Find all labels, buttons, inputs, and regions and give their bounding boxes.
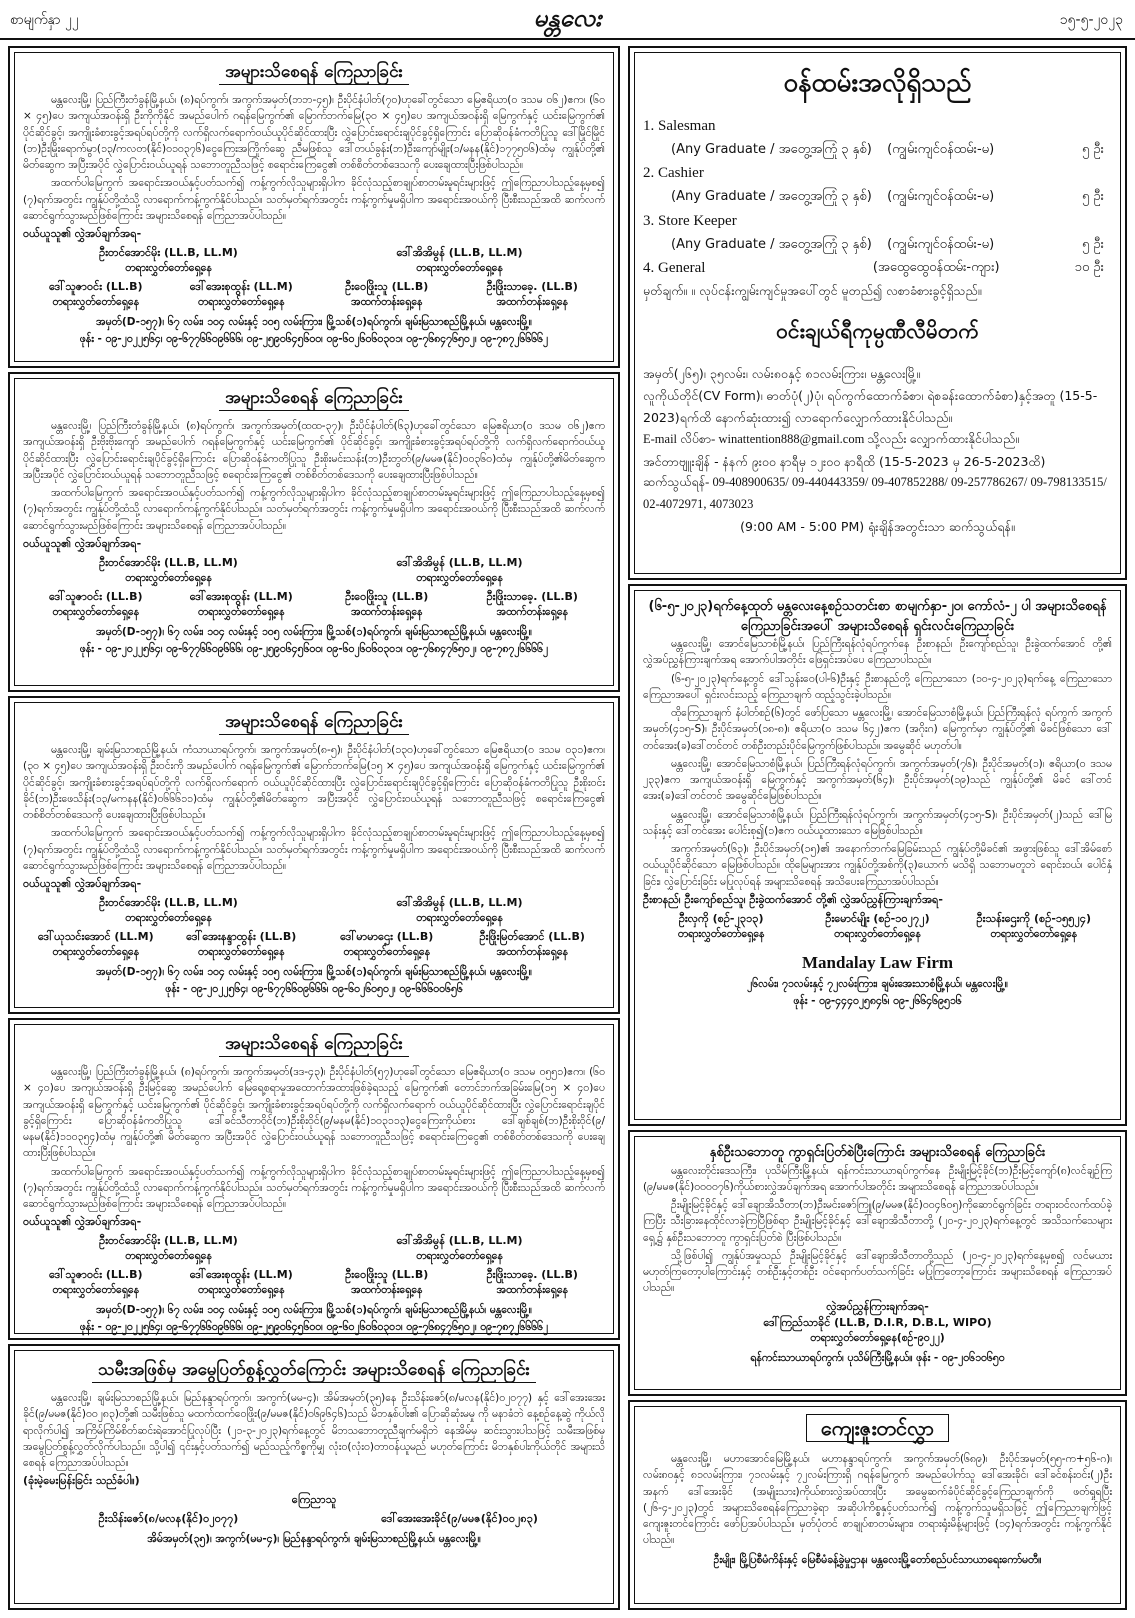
lawyer-row bbox=[643, 912, 1112, 943]
notice-paragraph: ဦးမျိုးမြင့်ခိုင်နှင့် ဒေါ်ချောအိသီတာ(ဘ)ဦးမင်းဇော်ကြူ(၉/မမဇ(နိုင်)၀၀၄၆၀၅)ကိုဆောင်ရွက်ခြင်း တရားဝင်လက်ထပ်ခဲ့ကြပြီး သီးခြားနေထိုင်လာခဲ့ကြပြီဖြစ်ရာ ဦးမျိုးမြင့်ခိုင်နှင့် ဒေါ်ချောအိသီတာတို့ (၂၀-၄-၂၀၂၃)ရက်နေ့တွင် အသိသက်သေများရှေ့၌ နှစ်ဦးသဘောတူ ကွာရှင်းပြတ်စဲ ပြီးဖြစ်ပါသည်။ bbox=[643, 1199, 1112, 1244]
notice-paragraph: မန္တလေးမြို့၊ ပြည်ကြီးတံခွန်မြို့နယ်၊ (၈)ရပ်ကွက်၊ အကွက်အမှတ်(ဒဒ-၄၃)၊ ဦးပိုင်နံပါတ်(၅၇)ဟုခေါ်တွင်သော မြေဧရိယာ(၀ ဒသမ ၀၅၅၁)ဧက၊ (၆၀ × ၄၀)ပေ အကျယ်အဝန်းရှိ ဦးမြင့်ဆွေ အမည်ပေါက် မြေရေ့စရာမှုအထောက်အထားဖြစ်ခဲ့ရသည့် မြေကွက်၏ တောင်ဘက်အခြမ်းမြေ(၁၅ × ၄၀)ပေ အကျယ်အဝန်းရှိ မြေကွက်နှင့် ယင်းမြေကွက်၏ ပိုင်ဆိုင်ခွင့်၊ အကျိုးခံစားခွင့်အရပ်ရပ်တို့ကို လက်ရှိလက်ရောက် ဝယ်ယူပိုင်ဆိုင်ထားပြီး လွှဲပြောင်းရောင်းချပိုင်ခွင့်ရှိကြောင်း ပြောဆိုဝန်ခံကတိပြုသူ ဒေါ်ခင်သီတာဝိုင်(ဘ)ဦးစိုးဝိုင်(၉/မနမ(နိုင်)၁၀၃၁၁၃)ငွေကြေးကိုယ်စား ဒေါ်ချစ်ချစ်(ဘ)ဦးစိုးဝိုင်(၉/မနမ(နိုင်)၁၁၀၃၅၄)ထံမှ ကျွန်ုပ်တို့၏ မိတ်ဆွေက အပြီးအပိုင် လွှဲပြောင်းဝယ်ယူရန် သဘောတူညီသဖြင့် စရောင်းကြေငွေ၏ တစ်စိတ်တစ်ဒေသကို ပေးချေထားပြီးဖြစ်ပါသည်။ bbox=[23, 1066, 605, 1160]
phone-numbers: ဖုန်း - ၀၉-၄၄၄၀၂၅၈၄၆၊ ၀၉-၂၆၆၄၆၉၅၁၆ bbox=[793, 994, 962, 1007]
notice-3 bbox=[8, 696, 620, 1014]
notice-4 bbox=[8, 1018, 620, 1340]
lawyer-role: တရားလွှတ်တော်ရှေ့နေ(စဉ်-၉၀၂၂) bbox=[810, 1331, 945, 1344]
lawyer bbox=[314, 1234, 605, 1265]
position-details bbox=[643, 138, 1112, 161]
announcer-row bbox=[23, 1512, 605, 1528]
thanks-notice bbox=[628, 1400, 1127, 1610]
lawyer-row bbox=[23, 246, 605, 277]
lawyer-row bbox=[23, 590, 605, 621]
lawyer-role: တရားလွှတ်တော်ရှေ့နေ bbox=[197, 946, 285, 959]
divorce-notice bbox=[628, 1130, 1127, 1396]
interview-time: အင်တာဗျူးချိန် - နံနက် ၉း၀၀ နာရီမှ ၁၂း၀၀ နာရီထိ (15-5-2023 မှ 26-5-2023ထိ) bbox=[643, 453, 1046, 469]
application-info: လူကိုယ်တိုင်(CV Form)၊ ဓာတ်ပုံ(၂)ပုံ၊ ရပ်ကွက်ထောက်ခံစာ၊ ရဲစခန်းထောက်ခံစာ)နှင့်အတူ (15-5-2023)ရက်ထိ နောက်ဆုံးထား၍ လာရောက်လျှောက်ထားနိုင်ပါသည်။ bbox=[643, 387, 1098, 425]
office-address: ၂၆လမ်း၊ ၇၁လမ်းနှင့် ၇၂လမ်းကြား၊ ချမ်းအေးသာစံမြို့နယ်၊ မန္တလေးမြို့။ bbox=[747, 977, 1008, 990]
position-count: ၅ ဦး bbox=[1082, 236, 1104, 252]
office-address: အမှတ်(D-၁၅၇)၊ ၆၇ လမ်း၊ ၁၀၄ လမ်းနှင့် ၁၀၅ လမ်းကြား၊ မြို့သစ်(၁)ရပ်ကွက်၊ ချမ်းမြသာစည်မြို့နယ်၊ မန္တလေးမြို့။ bbox=[96, 1304, 532, 1317]
lawyer-name: ဒေါ်သူဇာဝင်း (LL.B) bbox=[49, 589, 143, 603]
notice-paragraph: (၆-၅-၂၀၂၃)ရက်နေ့တွင် ဒေါ်သွန်း၀ေ(ပါ-၆)ဦးနှင့် ဦးစာနည်တို့ ကြေညာသော (၁၀-၄-၂၀၂၃)ရက်နေ့ ကြေညာသော ကြေညာအပေါ် ရှင်းလင်းသည့် ကြေညာချက် ထည့်သွင်းခဲ့ပါသည်။ bbox=[643, 672, 1112, 701]
notice-title: အများသိစေရန် ကြေညာခြင်း bbox=[219, 62, 409, 85]
phone-numbers: ဖုန်း - ၀၉-၂၀၂၂၅၆၄၊ ၀၉-၆၇၇၆၆၀၉၆၆၆၊ ၀၉-၂၅၉၀၆၄၅၆၀၀၊ ၀၉-၆၀၂၆၀၆၀၃၀၁၊ ၀၉-၇၆၈၄၇၆၅၀၂၊ ၀၉-၇၈၇၂၆၆၆၆၂ bbox=[79, 333, 549, 346]
notice-title: အများသိစေရန် ကြေညာခြင်း bbox=[219, 712, 409, 735]
lawyer-name: ဒေါ်ယုသင်းအောင် (LL.M) bbox=[37, 930, 154, 944]
position-experience: (ကျွမ်းကျင်ဝန်ထမ်း-မ) bbox=[887, 142, 995, 157]
contact-phones: ဆက်သွယ်ရန်- 09-408900635/ 09-440443359/ 09-407852288/ 09-257786267/ 09-798133515/ 02-4072971, 4073023 bbox=[643, 475, 1107, 512]
lawyer bbox=[460, 1268, 606, 1299]
notice-paragraph: မန္တလေးမြို့၊ ပြည်ကြီးတံခွန်မြို့နယ်၊ (၈)ရပ်ကွက်၊ အကွက်အမှတ်(ဘဘ-၄၅)၊ ဦးပိုင်နံပါတ်(၇၀)ဟုခေါ်တွင်သော မြေဧရိယာ(၀ ဒသမ ၀၆၂)ဧက၊ (၆၀ × ၄၅)ပေ အကျယ်အဝန်းရှိ ဦးကိုကိုနိုင် အမည်ပေါက် ဂရန်မြေကွက်၏ မြောက်ဘက်မြေ(၃၀ × ၄၅)ပေ အကျယ်အဝန်းရှိ မြေကွက်နှင့် ယင်းမြေကွက်၏ ပိုင်ဆိုင်ခွင့်၊ အကျိုးခံစားခွင့်အရပ်ရပ်တို့ကို လက်ရှိလက်ရောက်ဝယ်ယူပိုင်ဆိုင်ထားပြီး လွှဲပြောင်းရောင်းချပိုင်ခွင့်ရှိကြောင်း ပြောဆိုဝန်ခံကတိပြုသူ ဒေါ်မြိုင်မြိုင် (ဘ)ဦးမြိုးရောက်မွာ(၁၃/ကလတ(နိုင်)၀၁၀၃၇၆)ငွေကြေးအကြိုက်ဆွေ ညီမဖြစ်သူ ဒေါ်တယ်ခွန်း(ဘ)ဦးကျော်မျိုး(၁/မနန(နိုင်)၁၇၇၅၀၆)ထံမှ ကျွန်ုပ်တို့၏ မိတ်ဆွေက အပြီးအပိုင် လွှဲပြောင်းဝယ်ယူရန် သဘောတူညီသဖြင့် စရောင်းကြေငွေ၏ တစ်စိတ်တစ်ဒေသကို ပေးချေထားပြီးဖြစ်ပါသည်။ bbox=[23, 94, 605, 172]
notice-1 bbox=[8, 46, 620, 368]
lawyer-role: တရားလွှတ်တော်ရှေ့နေ bbox=[197, 296, 285, 309]
lawyer-role: အထက်တန်းရှေ့နေ bbox=[351, 296, 423, 309]
lawyer-name: ဦးဝေဖြိုးသူ (LL.B) bbox=[345, 589, 429, 603]
lawyer-name: ဒေါ်အိအိမွန် (LL.B, LL.M) bbox=[396, 1234, 523, 1248]
announcer-label: ကြေညာသူ bbox=[291, 1493, 337, 1507]
notice-paragraph: မန္တလေးမြို့၊ အောင်မြေသာစံမြို့နယ်၊ ပြည်ကြီးရန်လုံရပ်ကွက်၊ အကွက်အမှတ်(၄၁၅-S)၊ ဦးပိုင်အမှတ်(၂)သည် ဒေါ်မြသန်းနှင့် ဒေါ်တင်အေး ပေါင်းစု၍(၁)ဧက ဝယ်ယူထားသော မြေဖြစ်ပါသည်။ bbox=[643, 808, 1112, 837]
lawyer bbox=[799, 912, 955, 943]
lawyer bbox=[23, 896, 314, 927]
lawyer-role: တရားလွှတ်တော်ရှေ့နေ bbox=[52, 1284, 140, 1297]
position-details bbox=[643, 185, 1112, 208]
lawyer-role: အထက်တန်းရှေ့နေ bbox=[496, 296, 568, 309]
notice-paragraph: အထက်ပါမြေကွက် အရောင်းအဝယ်နှင့်ပတ်သက်၍ ကန့်ကွက်လိုသူများရှိပါက ခိုင်လုံသည့်စာချုပ်စာတမ်းမူရင်းများဖြင့် ဤကြေညာပါသည့်နေ့မှစ၍ (၇)ရက်အတွင်း ကျွန်ုပ်တို့ထံသို့ လာရောက်ကန့်ကွက်နိုင်ပါသည်။ သတ်မှတ်ရက်အတွင်း ကန့်ကွက်မှုမရှိပါက အရောင်းအဝယ်ကို ပြီးစီးသည်အထိ ဆက်လက်ဆောင်ရွက်သွားမည်ဖြစ်ကြောင်း အများသိစေရန် ကြေညာအပ်ပါသည်။ bbox=[23, 827, 605, 872]
lawyer-name: ဦးဖြိုးသာခေ့. (LL.B) bbox=[486, 1268, 578, 1282]
issue-date: ၁၅-၅-၂၀၂၃ bbox=[1059, 12, 1123, 28]
notice-paragraph: မန္တလေးမြို့၊ မဟာအောင်မြေမြို့နယ်၊ မဟာနန္ဒာရပ်ကွက်၊ အကွက်အမှတ်(၆၈၉)၊ ဦးပိုင်အမှတ်(၅၅-က+၅၆-ဂ)၊ လမ်း၈၀နှင့် ၈၁လမ်းကြား၊ ၇၁လမ်းနှင့် ၇၂လမ်းကြားရှိ ဂရန်မြေကွက် အမည်ပေါက်သူ ဒေါ်အေးခိုင်၊ ဒေါ်ခင်စန်းဝင်း(၂)ဦးအနက် ဒေါ်အေးခိုင် (အမျိုးသား)ကိုယ်စားလွှဲအပ်ထားပြီး အမွေဆက်ခံပိုင်ဆိုင်ခွင့်ကြေညာချက်ကို ဖတ်ရှုရပြီး (၂၆-၄-၂၀၂၃)တွင် အများသိစေရန်ကြေညာခဲ့ရာ အဆိုပါကိစ္စနှင့်ပတ်သက်၍ ကန့်ကွက်သူမရှိသဖြင့် ဤကြေညာချက်ဖြင့် ကျေးဇူးတင်ကြောင်း ဖော်ပြအပ်ပါသည်။ မှတ်ပုံတင် စာချုပ်စာတမ်းများ၊ တရားရုံးမိန့်များဖြင့် (၁၄)ရက်အတွင်း ကန့်ကွက်နိုင်ပါသည်။ bbox=[643, 1453, 1112, 1547]
lawyer-row bbox=[23, 1234, 605, 1265]
lawyer-role: တရားလွှတ်တော်ရှေ့နေ bbox=[125, 571, 212, 584]
lawyer-name: ဦးလှကို (စဉ်-၂၃၁၃) bbox=[678, 911, 764, 925]
position-count: ၅ ဦး bbox=[1082, 142, 1104, 157]
position-experience: (ကျွမ်းကျင်ဝန်ထမ်း-မ) bbox=[887, 189, 995, 205]
lawyer-role: တရားလွှတ်တော်ရှေ့နေ bbox=[52, 946, 140, 959]
office-address: အမှတ်(D-၁၅၇)၊ ၆၇ လမ်း၊ ၁၀၄ လမ်းနှင့် ၁၀၅ လမ်းကြား၊ မြို့သစ်(၁)ရပ်ကွက်၊ ချမ်းမြသာစည်မြို့နယ်၊ မန္တလေးမြို့။ bbox=[96, 625, 532, 638]
lawyer-name: ဒေါ်ကြည်သာခိုင် (LL.B, D.I.R, D.B.L, WIPO) bbox=[763, 1315, 992, 1329]
lawyer bbox=[314, 590, 460, 621]
lawyer-role: တရားလွှတ်တော်ရှေ့နေ bbox=[416, 912, 503, 925]
law-firm-name: Mandalay Law Firm bbox=[801, 952, 954, 972]
position-label: 3. Store Keeper bbox=[643, 212, 737, 229]
position-experience: (အထွေထွေဝန်ထမ်း-ကျား) bbox=[872, 260, 1000, 276]
lawyer-name: ဦးဖြိုးသာခေ့. (LL.B) bbox=[486, 589, 578, 603]
clarification-notice bbox=[628, 584, 1127, 1126]
notice-paragraph: အထက်ပါမြေကွက် အရောင်းအဝယ်နှင့်ပတ်သက်၍ ကန့်ကွက်လိုသူများရှိပါက ခိုင်လုံသည့်စာချုပ်စာတမ်းမူရင်းများဖြင့် ဤကြေညာပါသည့်နေ့မှစ၍ (၇)ရက်အတွင်း ကျွန်ုပ်တို့ထံသို့ လာရောက်ကန့်ကွက်နိုင်ပါသည်။ သတ်မှတ်ရက်အတွင်း ကန့်ကွက်မှုမရှိပါက အရောင်းအဝယ်ကို ပြီးစီးသည်အထိ ဆက်လက်ဆောင်ရွက်သွားမည်ဖြစ်ကြောင်း အများသိစေရန် ကြေညာအပ်ပါသည်။ bbox=[23, 1165, 605, 1211]
announcer-name: ဦးသိန်းဇော်(၈/မလန(နိုင်)၀၂၀၇၇) bbox=[98, 1512, 239, 1526]
lawyer bbox=[314, 280, 460, 311]
lawyer-role: တရားလွှတ်တော်ရှေ့နေ bbox=[52, 296, 140, 309]
office-address: ရန်ကင်းသာယာရပ်ကွက်၊ ပုသိမ်ကြီးမြို့နယ်။ ဖုန်း - ၀၉-၂၀၆၁၀၆၅၀ bbox=[750, 1351, 1005, 1364]
lawyer-role: တရားလွှတ်တော်ရှေ့နေ bbox=[677, 927, 765, 940]
lawyer-role: အထက်တန်းရှေ့နေ bbox=[351, 1284, 423, 1297]
signoff-label: ဝယ်ယူသူ၏ လွှဲအပ်ချက်အရ- bbox=[23, 1215, 142, 1229]
lawyer bbox=[23, 280, 169, 311]
lawyer bbox=[23, 1268, 169, 1299]
job-ad bbox=[628, 46, 1127, 580]
lawyer-role: တရားလွှတ်တော်ရှေ့နေ bbox=[416, 1250, 503, 1263]
lawyer bbox=[23, 246, 314, 277]
lawyer-role: တရားလွှတ်တော်ရှေ့နေ bbox=[197, 1284, 285, 1297]
lawyer-role: အထက်တန်းရှေ့နေ bbox=[496, 946, 568, 959]
notice-paragraph: မန္တလေးမြို့၊ ပြည်ကြီးတံခွန်မြို့နယ်၊ (၈)ရပ်ကွက်၊ အကွက်အမှတ်(ထထ-၃၇)၊ ဦးပိုင်နံပါတ်(၆၃)ဟုခေါ်တွင်သော မြေဧရိယာ(၀ ဒသမ ၀၆၂)ဧက အကျယ်အဝန်းရှိ ဦးဗိုးဗိုးကျော် အမည်ပေါက် ဂရန်မြေကွက်နှင့် ယင်းမြေကွက်၏ ပိုင်ဆိုင်ခွင့်၊ အကျိုးခံစားခွင့်အရပ်ရပ်တို့ကို လက်ရှိလက်ရောက်ဝယ်ယူပိုင်ဆိုင်ထားပြီး လွှဲပြောင်းရောင်းချပိုင်ခွင့်ရှိကြောင်း ပြောဆိုဝန်ခံကတိပြုသူ ဦးစိုးမင်းသန်း(ဘ)ဦးတွတ်(၉/မမဇ(နိုင်)၀၀၃၆၀)ထံမှ ကျွန်ုပ်တို့၏မိတ်ဆွေက အပြီးအပိုင် လွှဲပြောင်းဝယ်ယူရန် သဘောတူညီသဖြင့် စရောင်းကြေငွေ၏ တစ်စိတ်တစ်ဒေသကို ပေးချေထားပြီးဖြစ်ပါသည်။ bbox=[23, 420, 605, 481]
lawyer-row bbox=[23, 930, 605, 961]
lawyer-name: ဒေါ်အေးစုထွန်း (LL.M) bbox=[189, 280, 293, 294]
lawyer-name: ဒေါ်အိအိမွန် (LL.B, LL.M) bbox=[396, 555, 523, 569]
notice-paragraph: မန္တလေးမြို့၊ ချမ်းမြသာစည်မြို့နယ်၊ ကံသာယာရပ်ကွက်၊ အကွက်အမှတ်(၈-၅)၊ ဦးပိုင်နံပါတ်(၁၃၀)ဟုခေါ်တွင်သော မြေဧရိယာ(၀ ဒသမ ၀၃၁)ဧက၊ (၃၀ × ၄၅)ပေ အကျယ်အဝန်းရှိ ဦးဝင်းကို အမည်ပေါက် ဂရန်မြေကွက်၏ မြောက်ဘက်မြေ(၁၅ × ၄၅)ပေ အကျယ်အဝန်းရှိ မြေကွက်နှင့် ယင်းမြေကွက်၏ ပိုင်ဆိုင်ခွင့်၊ အကျိုးခံစားခွင့်အရပ်ရပ်တို့ကို လက်ရှိလက်ရောက် ဝယ်ယူပိုင်ဆိုင်ထားပြီး လွှဲပြောင်းရောင်းချပိုင်ခွင့်ရှိကြောင်း ပြောဆိုဝန်ခံကတိပြုသူ ဦးစိုးဝင်းခိုင်(ဘ)ဦးဖေသိန်း(၁၃/မကနန(နိုင်)၀၆၆၆၁၁)ထံမှ ကျွန်ုပ်တို့၏မိတ်ဆွေက အပြီးအပိုင် လွှဲပြောင်းဝယ်ယူရန် သဘောတူညီသဖြင့် စရောင်းကြေငွေ၏ တစ်စိတ်တစ်ဒေသကို ပေးချေထားပြီးဖြစ်ပါသည်။ bbox=[23, 744, 605, 822]
notice-paragraph: အထက်ပါမြေကွက် အရောင်းအဝယ်နှင့်ပတ်သက်၍ ကန့်ကွက်လိုသူများရှိပါက ခိုင်လုံသည့်စာချုပ်စာတမ်းမူရင်းများဖြင့် ဤကြေညာပါသည့်နေ့မှစ၍ (၇)ရက်အတွင်း ကျွန်ုပ်တို့ထံသို့ လာရောက်ကန့်ကွက်နိုင်ပါသည်။ သတ်မှတ်ရက်အတွင်း ကန့်ကွက်မှုမရှိပါက အရောင်းအဝယ်ကို ပြီးစီးသည်အထိ ဆက်လက်ဆောင်ရွက်သွားမည်ဖြစ်ကြောင်း အများသိစေရန် ကြေညာအပ်ပါသည်။ bbox=[23, 487, 605, 532]
phone-numbers: ဖုန်း - ၀၉-၂၀၂၂၅၆၄၊ ၀၉-၆၇၇၆၆၀၉၆၆၆၊ ၀၉-၂၅၉၀၆၄၅၆၀၀၊ ၀၉-၆၀၂၆၀၆၀၃၀၁၊ ၀၉-၇၆၈၄၇၆၅၀၂၊ ၀၉-၇၈၇၂၆၆၆၆၂ bbox=[79, 642, 549, 655]
lawyer bbox=[314, 1268, 460, 1299]
lawyer bbox=[460, 590, 606, 621]
lawyer bbox=[169, 590, 315, 621]
position-qualification: (Any Graduate / အတွေ့အကြုံ ၃ နှစ်) bbox=[671, 142, 872, 157]
lawyer-role: တရားလွှတ်တော်ရှေ့နေ bbox=[52, 605, 140, 618]
lawyer-name: ဦးဝေဖြိုးသူ (LL.B) bbox=[345, 1268, 429, 1282]
notice-paragraph: မန္တလေးမြို့၊ ချမ်းမြသာစည်မြို့နယ်၊ မြည်နန္ဒာရပ်ကွက်၊ အကွက်(မမ-၄)၊ အိမ်အမှတ်(၃၅)နေ ဦးသိန်းဇော်(၈/မလန(နိုင်)၀၂၀၇၇) နှင့် ဒေါ်အေးအေးခိုင်(၉/မမဇ(နိုင်)၀၀၂၈၃)တို့၏ သမီးဖြစ်သူ မထက်ထက်ဝေဖြိုး(၉/မမဇ(နိုင်)၀၆၉၆၄၆)သည် မိဘနှစ်ပါး၏ ပြောဆိုဆုံးမမှု ကို မနာခံဘဲ နေ့စဉ်နေ့ဆွဲ ကိုယ်လိုရာလိုက်ပါ၍ အကြိမ်ကြိမ်စိတ်ဆင်းရဲအောင်ပြုလုပ်ပြီး (၂၁-၃-၂၀၂၃)ရက်နေ့တွင် မိဘသဘောတူညီချက်မရှိဘဲ နေအိမ်မှ ဆင်းသွားပါသဖြင့် သမီးအဖြစ်မှ အမွေပြတ်စွန့်လွှတ်လိုက်ပါသည်။ သို့ပါ၍ ၎င်းနှင့်ပတ်သက်၍ မည်သည့်ကိစ္စကိုမျှ လုံး၀(လုံး၀)တာဝန်ယူမည် မဟုတ်ကြောင်း မိဘနှစ်ပါးကိုယ်တိုင် အများသိစေရန် ကြေညာအပ်ပါသည်။ bbox=[23, 1392, 605, 1470]
position-details bbox=[643, 256, 1112, 280]
lawyer bbox=[23, 590, 169, 621]
position-qualification: (Any Graduate / အတွေ့အကြုံ ၃ နှစ်) bbox=[671, 236, 872, 252]
office-hours: (9:00 AM - 5:00 PM) ရုံးချိန်အတွင်းသာ ဆက်သွယ်ရန်။ bbox=[740, 519, 1015, 535]
lawyer bbox=[314, 556, 605, 587]
lawyer-row bbox=[23, 896, 605, 927]
announcer-address: အိမ်အမှတ်(၃၅)၊ အကွက်(မမ-၄)၊ မြည်နန္ဒာရပ်ကွက်၊ ချမ်းမြသာစည်မြို့နယ်၊ မန္တလေးမြို့။ bbox=[147, 1533, 481, 1546]
lawyer-role: တရားလွှတ်တော်ရှေ့နေ bbox=[125, 262, 212, 275]
lawyer-name: ဦးဖြိုးသာခေ့. (LL.B) bbox=[486, 280, 578, 294]
lawyer-role: အထက်တန်းရှေ့နေ bbox=[496, 605, 568, 618]
thanks-footer: ဦးမျိုး၊ မြို့ပြစီမံကိန်းနှင့် မြေစီမံခန့်ခွဲမှုဌာန၊ မန္တလေးမြို့တော်စည်ပင်သာယာရေးကော်မတီ။ bbox=[713, 1553, 1042, 1566]
notice-disinherit bbox=[8, 1344, 620, 1610]
position-count: ၁၀ ဦး bbox=[1074, 260, 1104, 276]
lawyer-role: တရားလွှတ်တော်ရှေ့နေ bbox=[343, 946, 431, 959]
job-ad-title: ဝန်ထမ်းအလိုရှိသည် bbox=[783, 68, 972, 98]
announcer-label-row bbox=[23, 1493, 605, 1509]
lawyer-name: ဦးတင်အောင်မိုး (LL.B, LL.M) bbox=[99, 246, 238, 260]
signoff-label: ဝယ်ယူသူ၏ လွှဲအပ်ချက်အရ- bbox=[23, 227, 142, 241]
position-label: 1. Salesman bbox=[643, 118, 716, 134]
lawyer-name: ဦးသန်းဌေးကို (စဉ်-၁၅၅၂၄) bbox=[976, 911, 1092, 925]
company-name: ဝင်းချယ်ရီကုမ္ပဏီလီမိတက် bbox=[776, 319, 979, 344]
lawyer-name: ဦးတင်အောင်မိုး (LL.B, LL.M) bbox=[99, 555, 238, 569]
email-info: E-mail လိပ်စာ- winattention888@gmail.com သို့လည်း လျှောက်ထားနိုင်ပါသည်။ bbox=[643, 431, 1019, 446]
position-label: 2. Cashier bbox=[643, 165, 704, 182]
lawyer-name: ဦးဖြိုးမြတ်အောင် (LL.B) bbox=[479, 930, 585, 944]
lawyer-role: တရားလွှတ်တော်ရှေ့နေ bbox=[990, 927, 1078, 940]
position-qualification: (Any Graduate / အတွေ့အကြုံ ၃ နှစ်) bbox=[671, 189, 872, 205]
notice-title: အများသိစေရန် ကြေညာခြင်း bbox=[219, 388, 409, 411]
lawyer-row bbox=[23, 556, 605, 587]
lawyer-role: တရားလွှတ်တော်ရှေ့နေ bbox=[834, 927, 921, 940]
notice-title: နှစ်ဦးသဘောတူ ကွာရှင်းပြတ်စဲပြီးကြောင်း အများသိစေရန် ကြေညာခြင်း bbox=[709, 1145, 1046, 1160]
notice-paragraph: မန္တလေးမြို့၊ အောင်မြေသာစံမြို့နယ်၊ ပြည်ကြီးရန်လုံရပ်ကွက်နေ ဦးစာနည်၊ ဦးကျော်စည်သူ၊ ဦးခွဲထက်အောင် တို့၏ လွှဲအပ်ညွှန်ကြားချက်အရ အောက်ပါအတိုင်း ဖြေရှင်းအပ်ပေ ကြေညာပါသည်။ bbox=[643, 638, 1112, 667]
announcer-name: ဒေါ်အေးအေးခိုင်(၉/မမဇ(နိုင်)၀၀၂၈၃) bbox=[381, 1512, 538, 1526]
notice-paragraph: အထက်ပါမြေကွက် အရောင်းအဝယ်နှင့်ပတ်သက်၍ ကန့်ကွက်လိုသူများရှိပါက ခိုင်လုံသည့်စာချုပ်စာတမ်းမူရင်းများဖြင့် ဤကြေညာပါသည့်နေ့မှစ၍ (၇)ရက်အတွင်း ကျွန်ုပ်တို့ထံသို့ လာရောက်ကန့်ကွက်နိုင်ပါသည်။ သတ်မှတ်ရက်အတွင်း ကန့်ကွက်မှုမရှိပါက အရောင်းအဝယ်ကို ပြီးစီးသည်အထိ ဆက်လက်ဆောင်ရွက်သွားမည်ဖြစ်ကြောင်း အများသိစေရန် ကြေညာအပ်ပါသည်။ bbox=[23, 177, 605, 222]
masthead bbox=[0, 0, 1135, 40]
lawyer-role: တရားလွှတ်တော်ရှေ့နေ bbox=[125, 1250, 212, 1263]
notice-title: အများသိစေရန် ကြေညာခြင်း bbox=[219, 1034, 409, 1057]
signoff-label: လွှဲအပ်ညွှန်ကြားချက်အရ- bbox=[826, 1299, 929, 1313]
lawyer-name: ဒေါ်အေးနန္ဒာထွန်း (LL.B) bbox=[186, 930, 297, 944]
lawyer-role: အထက်တန်းရှေ့နေ bbox=[351, 605, 423, 618]
lawyer-role: တရားလွှတ်တော်ရှေ့နေ bbox=[416, 571, 503, 584]
salary-note: မှတ်ချက်။ ။ လုပ်ငန်းကျွမ်းကျင်မှုအပေါ်တွင် မူတည်၍ လစာခံစားခွင့်ရှိသည်။ bbox=[643, 283, 982, 299]
lawyer bbox=[314, 930, 460, 961]
lawyer bbox=[169, 930, 315, 961]
notice-paragraph: ထိုကြေညာချက် နံပါတ်စဉ်(၆)တွင် ဖော်ပြသော မန္တလေးမြို့၊ အောင်မြေသာစံမြို့နယ်၊ ပြည်ကြီးရန်လုံ ရပ်ကွက် အကွက်အမှတ်(၄၁၅-S)၊ ဦးပိုင်အမှတ်(၁၈-၈)၊ ဧရိယာ(၀ ဒသမ ၆၄၂)ဧက (အဂိုးဂ) မြေကွက်မှာ ကျွန်ုပ်တို့၏ မိခင်ဖြစ်သော ဒေါ်တင်အေး(ခ)ဒေါ်တင်တင် တစ်ဦးတည်းပိုင်မြေကွက်ဖြစ်ပါသည်။ အမွေဆိုင် မဟုတ်ပါ။ bbox=[643, 707, 1112, 752]
notice-title: သမီးအဖြစ်မှ အမွေပြတ်စွန့်လွှတ်ကြောင်း အများသိစေရန် ကြေညာခြင်း bbox=[92, 1360, 536, 1383]
lawyer-name: ဦးတင်အောင်မိုး (LL.B, LL.M) bbox=[99, 896, 238, 910]
notice-paragraph: မန္တလေးတိုင်းဒေသကြီး၊ ပုသိမ်ကြီးမြို့နယ်၊ ရန်ကင်းသာယာရပ်ကွက်နေ ဦးမျိုးမြင့်ခိုင်(ဘ)ဦးမြင့်ကျော်(၈)လင်ချဉ်ကြ (၉/မမဇ(နိုင်)၀၀၀၀၇၆)ကိုယ်စားလွှဲအပ်ချက်အရ အောက်ပါအတိုင်း အများသိစေရန် ကြေညာအပ်ပါသည်။ bbox=[643, 1164, 1112, 1193]
lawyer-name: ဒေါ်သူဇာဝင်း (LL.B) bbox=[49, 1268, 143, 1282]
lawyer-name: ဒေါ်သူဇာဝင်း (LL.B) bbox=[49, 280, 143, 294]
lawyer-role: တရားလွှတ်တော်ရှေ့နေ bbox=[125, 912, 212, 925]
lawyer bbox=[23, 556, 314, 587]
phone-numbers: ဖုန်း - ၀၉-၂၀၂၂၅၆၄၊ ၀၉-၆၇၇၆၆၀၉၆၆၆၊ ၀၉-၆၀၂၆၀၅၀၂၊ ၀၉-၆၆၆၀၀၆၅၆ bbox=[165, 983, 463, 996]
lawyer-row bbox=[23, 280, 605, 311]
thanks-title: ကျေးဇူးတင်လွှာ bbox=[806, 1414, 949, 1442]
lawyer-name: ဦးတင်အောင်မိုး (LL.B, LL.M) bbox=[99, 1234, 238, 1248]
newspaper-logo: မန္တလေး bbox=[533, 3, 602, 32]
lawyer-name: ဒေါ်အိအိမွန် (LL.B, LL.M) bbox=[396, 246, 523, 260]
lawyer bbox=[956, 912, 1112, 943]
lawyer-name: ဒေါ်အိအိမွန် (LL.B, LL.M) bbox=[396, 896, 523, 910]
signoff-label: ဝယ်ယူသူ၏ လွှဲအပ်ချက်အရ- bbox=[23, 877, 142, 891]
notice-paragraph: သို့ဖြစ်ပါ၍ ကျွန်ုပ်အမှုသည် ဦးမျိုးမြင့်ခိုင်နှင့် ဒေါ်ချောအိသီတာတို့သည် (၂၀-၄-၂၀၂၃)ရက်နေ့မှစ၍ လင်မယား မဟုတ်ကြတော့ပါကြောင်းနှင့် တစ်ဦးနှင့်တစ်ဦး ဝင်ရောက်ပတ်သက်ခြင်း မပြုကြတော့ကြောင်း အများသိစေရန် ကြေညာအပ်ပါသည်။ bbox=[643, 1249, 1112, 1295]
lawyer bbox=[23, 1234, 314, 1265]
notice-paragraph: အကွက်အမှတ်(၆၃)၊ ဦးပိုင်အမှတ်(၁၅)၏ အနောက်ဘက်မြေခြမ်းသည် ကျွန်ုပ်တို့မိခင်၏ အဖွားဖြစ်သူ ဒေါ်အိမ်စော်ဝယ်ယူပိုင်ဆိုင်သော မြေဖြစ်ပါသည်။ ထိုမြေများအား ကျွန်ုပ်တို့အစ်ကို(၃)ယောက် မသိရှိ သဘောမတူဘဲ ရောင်းဝယ်၊ ပေါင်နှံခြင်း၊ လွှဲပြောင်းခြင်း မပြုလုပ်ရန် အများသိစေရန် အသိပေးကြေညာအပ်ပါသည်။ bbox=[643, 843, 1112, 888]
office-address: အမှတ်(D-၁၅၇)၊ ၆၇ လမ်း၊ ၁၀၄ လမ်းနှင့် ၁၀၅ လမ်းကြား၊ မြို့သစ်(၁)ရပ်ကွက်၊ ချမ်းမြသာစည်မြို့နယ်၊ မန္တလေးမြို့။ bbox=[96, 316, 532, 329]
position-details bbox=[643, 233, 1112, 256]
lawyer-name: ဦးဝေဖြိုးသူ (LL.B) bbox=[345, 280, 429, 294]
lawyer bbox=[169, 1268, 315, 1299]
signoff-label: ဝယ်ယူသူ၏ လွှဲအပ်ချက်အရ- bbox=[23, 536, 142, 550]
lawyer bbox=[314, 896, 605, 927]
lawyer-name: ဒေါ်အေးစုထွန်း (LL.M) bbox=[189, 1268, 293, 1282]
office-address: အမှတ်(D-၁၅၇)၊ ၆၇ လမ်း၊ ၁၀၄ လမ်းနှင့် ၁၀၅ လမ်းကြား၊ မြို့သစ်(၁)ရပ်ကွက်၊ ချမ်းမြသာစည်မြို့နယ်၊ မန္တလေးမြို့။ bbox=[96, 966, 532, 979]
lawyer bbox=[314, 246, 605, 277]
fee-note: (ခုံးမဲ့မေးမြန်းခြင်း သည်ခံပါ။) bbox=[23, 1474, 140, 1488]
lawyer-name: ဦးမောင်မျိုး (စဉ်-၁၀၂၇၂) bbox=[825, 911, 930, 925]
lawyer bbox=[23, 930, 169, 961]
signoff-label: ဦးစာနည်၊ ဦးကျော်စည်သူ၊ ဦးခွဲထက်အောင် တို့၏ လွှဲအပ်ညွှန်ကြားချက်အရ- bbox=[643, 892, 943, 906]
lawyer-name: ဒေါ်မာမာဌေး (LL.B) bbox=[340, 930, 434, 944]
lawyer-row bbox=[23, 1268, 605, 1299]
notice-paragraph: မန္တလေးမြို့၊ အောင်မြေသာစံမြို့နယ်၊ ပြည်ကြီးရန်လုံရပ်ကွက်၊ အကွက်အမှတ်(၇၆)၊ ဦးပိုင်အမှတ်(၁)၊ ဧရိယာ(၀ ဒသမ ၂၃၃)ဧက အကျယ်အဝန်းရှိ မြေကွက်နှင့် အကွက်အမှတ်(၆၄)၊ ဦးပိုင်အမှတ်(၁၉)သည် ကျွန်ုပ်တို့၏ မိခင် ဒေါ်တင်အေး(ခ)ဒေါ်တင်တင် အမွေဆိုင်မြေဖြစ်ပါသည်။ bbox=[643, 757, 1112, 803]
lawyer-role: တရားလွှတ်တော်ရှေ့နေ bbox=[416, 262, 503, 275]
notice-2 bbox=[8, 372, 620, 692]
page-number: စာမျက်နှာ ၂၂ bbox=[10, 12, 79, 28]
notice-title: (၆-၅-၂၀၂၃)ရက်နေ့ထုတ် မန္တလေးနေ့စဉ်သတင်းစာ စာမျက်နှာ-၂၀၊ ကော်လံ-၂ ပါ အများသိစေရန် ကြေညာခြင်းအပေါ် အများသိစေရန် ရှင်းလင်းကြေညာခြင်း bbox=[648, 599, 1107, 634]
lawyer-role: အထက်တန်းရှေ့နေ bbox=[496, 1284, 568, 1297]
company-address: အမှတ်(၂၆၅)၊ ၃၅လမ်း၊ လမ်း၈၀နှင့် ၈၁လမ်းကြား၊ မန္တလေးမြို့။ bbox=[643, 366, 921, 382]
lawyer-name: ဒေါ်အေးစုထွန်း (LL.M) bbox=[189, 589, 293, 603]
phone-numbers: ဖုန်း - ၀၉-၂၀၂၂၅၆၄၊ ၀၉-၆၇၇၆၆၀၉၆၆၆၊ ၀၉-၂၅၉၀၆၄၅၆၀၀၊ ၀၉-၆၀၂၆၀၆၀၃၀၁၊ ၀၉-၇၆၈၄၇၆၅၀၂၊ ၀၉-၇၈၇၂၆၆၆၆၂ bbox=[79, 1321, 549, 1334]
lawyer bbox=[643, 912, 799, 943]
position-count: ၅ ဦး bbox=[1082, 189, 1104, 205]
lawyer bbox=[169, 280, 315, 311]
lawyer-role: တရားလွှတ်တော်ရှေ့နေ bbox=[197, 605, 285, 618]
position-experience: (ကျွမ်းကျင်ဝန်ထမ်း-မ) bbox=[887, 236, 995, 252]
position-label: 4. General bbox=[643, 260, 706, 277]
lawyer bbox=[460, 930, 606, 961]
lawyer bbox=[460, 280, 606, 311]
